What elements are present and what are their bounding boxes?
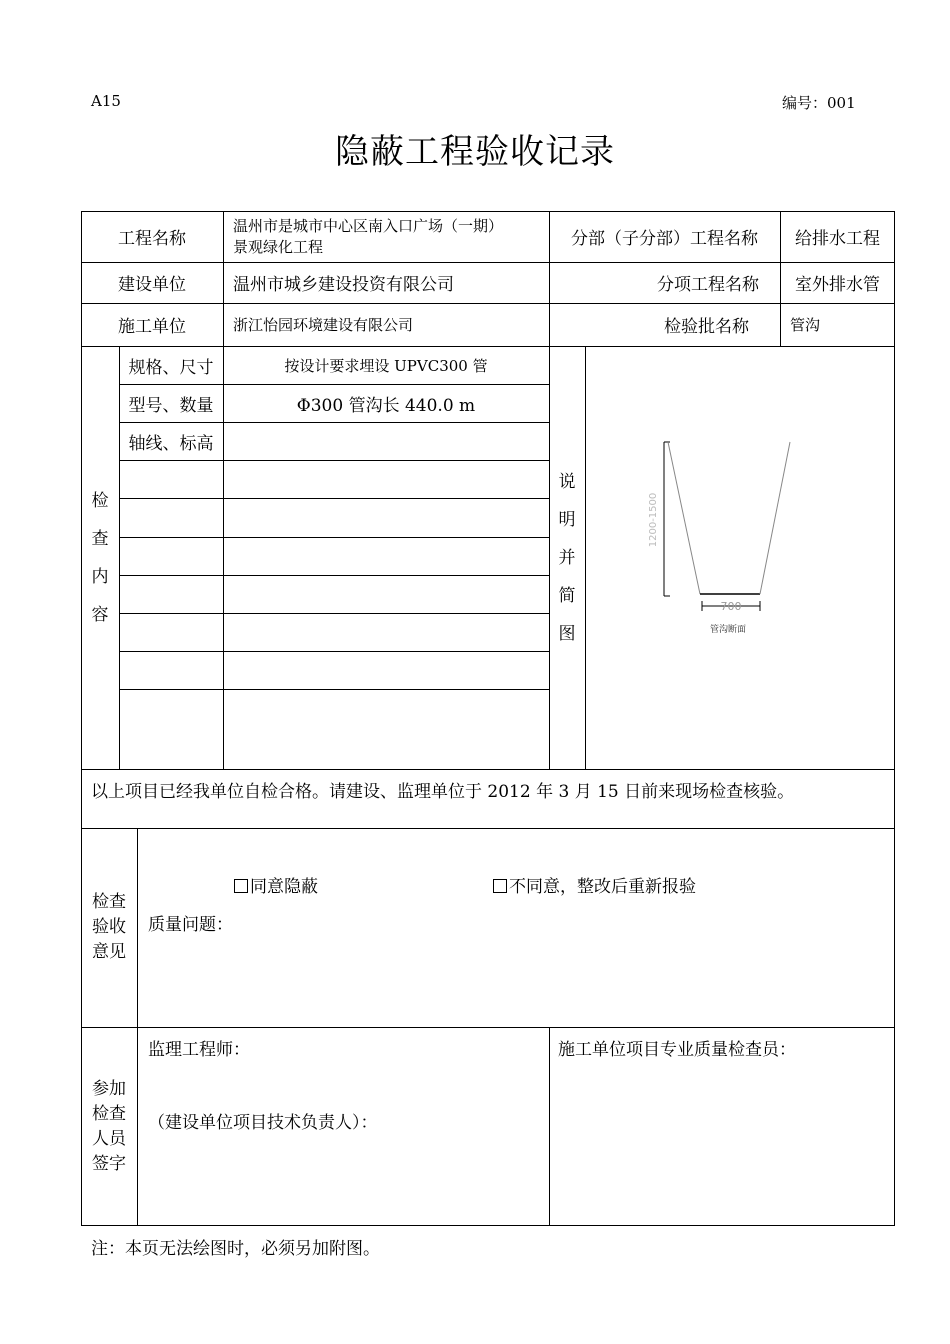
model-qty-label: 型号、数量 xyxy=(128,395,214,416)
signature-section-label xyxy=(81,1027,137,1226)
label-line: 验收 xyxy=(92,917,126,937)
contractor-value: 浙江怡园环境建设有限公司 xyxy=(233,316,414,334)
row-divider xyxy=(119,689,549,690)
label-char: 检 xyxy=(91,490,109,511)
row-divider xyxy=(119,613,549,614)
notes-section-label xyxy=(549,346,585,769)
disagree-label: 不同意，整改后重新报验 xyxy=(509,877,696,897)
row-divider xyxy=(119,498,549,499)
supervisor-signature-label: 监理工程师： xyxy=(148,1040,250,1060)
division-label: 分部（子分部）工程名称 xyxy=(571,229,758,249)
col-divider xyxy=(549,1027,550,1226)
label-char: 内 xyxy=(91,566,109,587)
project-name-line: 温州市是城市中心区南入口广场（一期） xyxy=(233,216,504,235)
label-line: 签字 xyxy=(92,1153,126,1174)
batch-value: 管沟 xyxy=(790,316,821,334)
agree-option[interactable] xyxy=(234,872,318,897)
contractor-label: 施工单位 xyxy=(118,317,186,337)
division-value: 给排水工程 xyxy=(795,229,880,249)
label-char: 并 xyxy=(558,547,576,568)
trench-right-wall xyxy=(760,442,790,594)
label-line: 人员 xyxy=(92,1128,126,1149)
opinion-section-label xyxy=(81,828,137,1027)
disagree-option[interactable] xyxy=(493,872,696,897)
inspection-section-label xyxy=(81,346,119,769)
label-char: 查 xyxy=(91,528,109,549)
spec-size-label: 规格、尺寸 xyxy=(128,357,214,378)
trench-left-wall xyxy=(668,442,700,594)
agree-checkbox[interactable] xyxy=(234,879,248,893)
row-divider xyxy=(119,537,549,538)
label-char: 容 xyxy=(91,604,109,625)
depth-dim-label: 1200-1500 xyxy=(648,492,659,548)
row-divider xyxy=(119,575,549,576)
row-divider xyxy=(119,651,549,652)
col-divider xyxy=(585,346,586,769)
row-divider xyxy=(119,460,549,461)
project-name-value xyxy=(233,211,549,262)
owner-tech-signature-label: （建设单位项目技术负责人）： xyxy=(148,1113,378,1133)
label-line: 参加 xyxy=(92,1078,126,1099)
label-char: 图 xyxy=(558,623,576,644)
project-name-label: 工程名称 xyxy=(118,229,186,249)
page-title: 隐蔽工程验收记录 xyxy=(335,132,615,172)
col-divider xyxy=(223,211,224,346)
label-char: 简 xyxy=(558,585,576,606)
label-line: 意见 xyxy=(92,942,126,962)
width-dim-label: 700 xyxy=(720,600,742,613)
label-char: 说 xyxy=(558,471,576,492)
form-code: A15 xyxy=(91,92,121,110)
label-line: 检查 xyxy=(92,892,126,912)
agree-label: 同意隐蔽 xyxy=(250,877,318,897)
owner-value: 温州市城乡建设投资有限公司 xyxy=(233,275,454,295)
serial-number: 编号：001 xyxy=(782,94,856,112)
axis-elevation-label: 轴线、标高 xyxy=(128,433,214,454)
subitem-label: 分项工程名称 xyxy=(657,275,759,295)
disagree-checkbox[interactable] xyxy=(493,879,507,893)
owner-label: 建设单位 xyxy=(118,275,186,295)
row-divider xyxy=(81,1027,895,1028)
trench-sketch xyxy=(640,430,820,650)
label-char: 明 xyxy=(558,509,576,530)
axis-elevation-value xyxy=(223,422,549,460)
footnote: 注：本页无法绘图时，必须另加附图。 xyxy=(91,1239,380,1259)
label-line: 检查 xyxy=(92,1103,126,1124)
subitem-value: 室外排水管 xyxy=(795,275,880,295)
sketch-caption: 管沟断面 xyxy=(709,625,747,635)
row-divider xyxy=(81,828,895,829)
quality-issue-label: 质量问题： xyxy=(148,915,233,935)
project-name-line: 景观绿化工程 xyxy=(233,237,324,256)
model-qty-value: Φ300 管沟长 440.0 m xyxy=(296,395,476,416)
spec-size-value: 按设计要求埋设 UPVC300 管 xyxy=(284,356,488,375)
contractor-qc-signature-label: 施工单位项目专业质量检查员： xyxy=(558,1040,796,1060)
self-check-statement: 以上项目已经我单位自检合格。请建设、监理单位于 2012 年 3 月 15 日前来现场检查核验。 xyxy=(91,781,795,802)
batch-label: 检验批名称 xyxy=(664,317,749,337)
